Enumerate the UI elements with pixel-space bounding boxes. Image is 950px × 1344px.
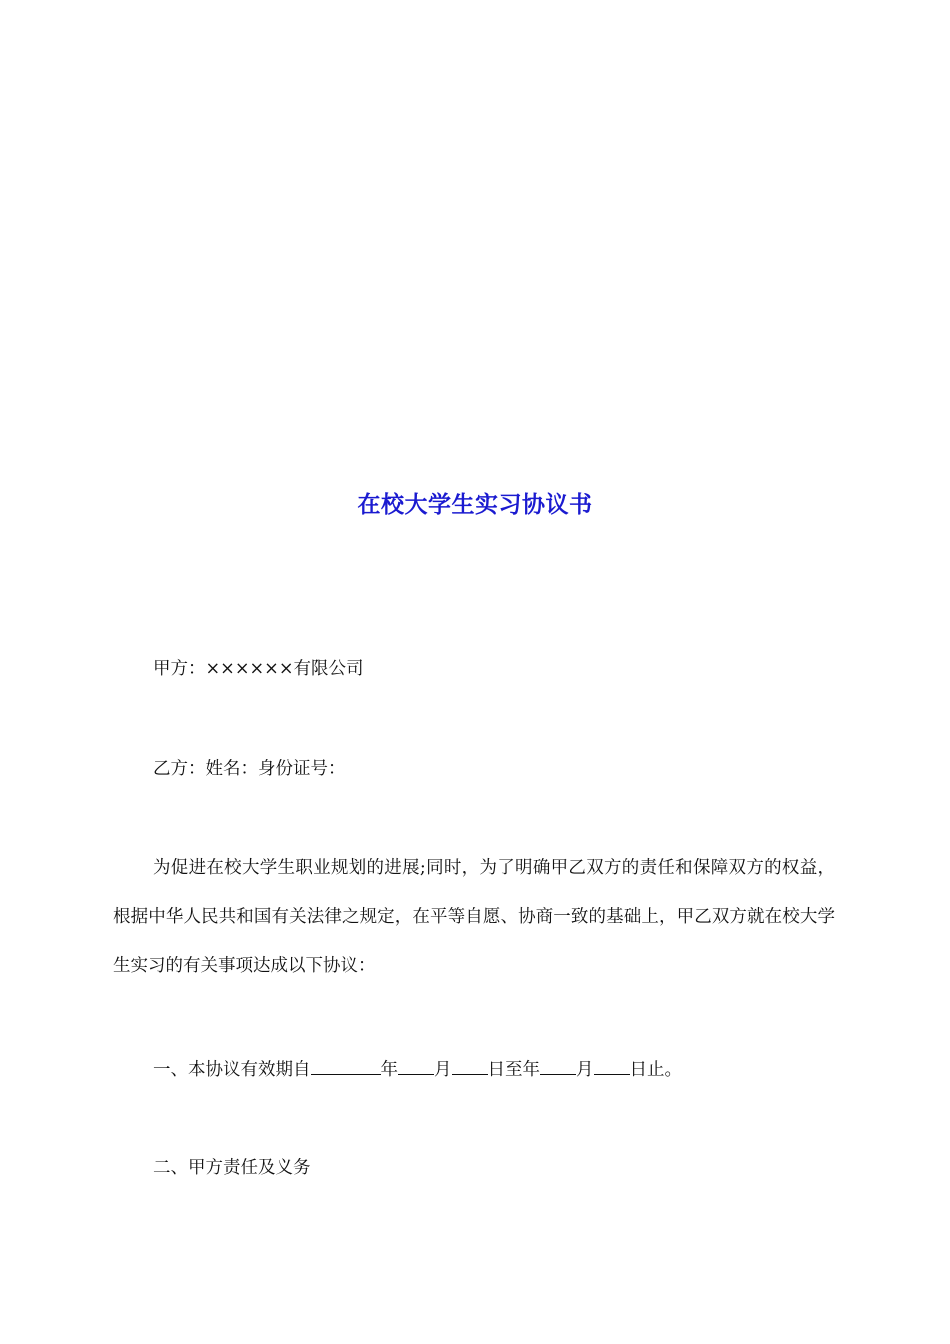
clause-1-prefix: 一、本协议有效期自 bbox=[153, 1060, 311, 1080]
clause-1-month-label: 月 bbox=[434, 1060, 452, 1080]
party-b-line: 乙方：姓名：身份证号： bbox=[153, 759, 346, 779]
clause-1-line bbox=[153, 1056, 682, 1082]
start-month-blank bbox=[398, 1056, 434, 1075]
clause-1-day-to-year-label: 日至年 bbox=[487, 1060, 540, 1080]
preamble-paragraph: 为促进在校大学生职业规划的进展;同时，为了明确甲乙双方的责任和保障双方的权益，根据中华人民共和国有关法律之规定，在平等自愿、协商一致的基础上，甲乙双方就在校大学生实习的有关事项达成以下协议： bbox=[113, 858, 835, 976]
clause-1-end-label: 日止。 bbox=[629, 1060, 682, 1080]
clause-1-year-label: 年 bbox=[380, 1060, 398, 1080]
end-month-blank bbox=[540, 1056, 576, 1075]
start-year-blank bbox=[311, 1056, 381, 1075]
party-a-line: 甲方：××××××有限公司 bbox=[153, 659, 364, 679]
document-title: 在校大学生实习协议书 bbox=[357, 491, 593, 518]
start-day-blank bbox=[452, 1056, 488, 1075]
clause-2-heading: 二、甲方责任及义务 bbox=[153, 1158, 311, 1178]
end-day-blank bbox=[594, 1056, 630, 1075]
clause-1-end-month-label: 月 bbox=[576, 1060, 594, 1080]
